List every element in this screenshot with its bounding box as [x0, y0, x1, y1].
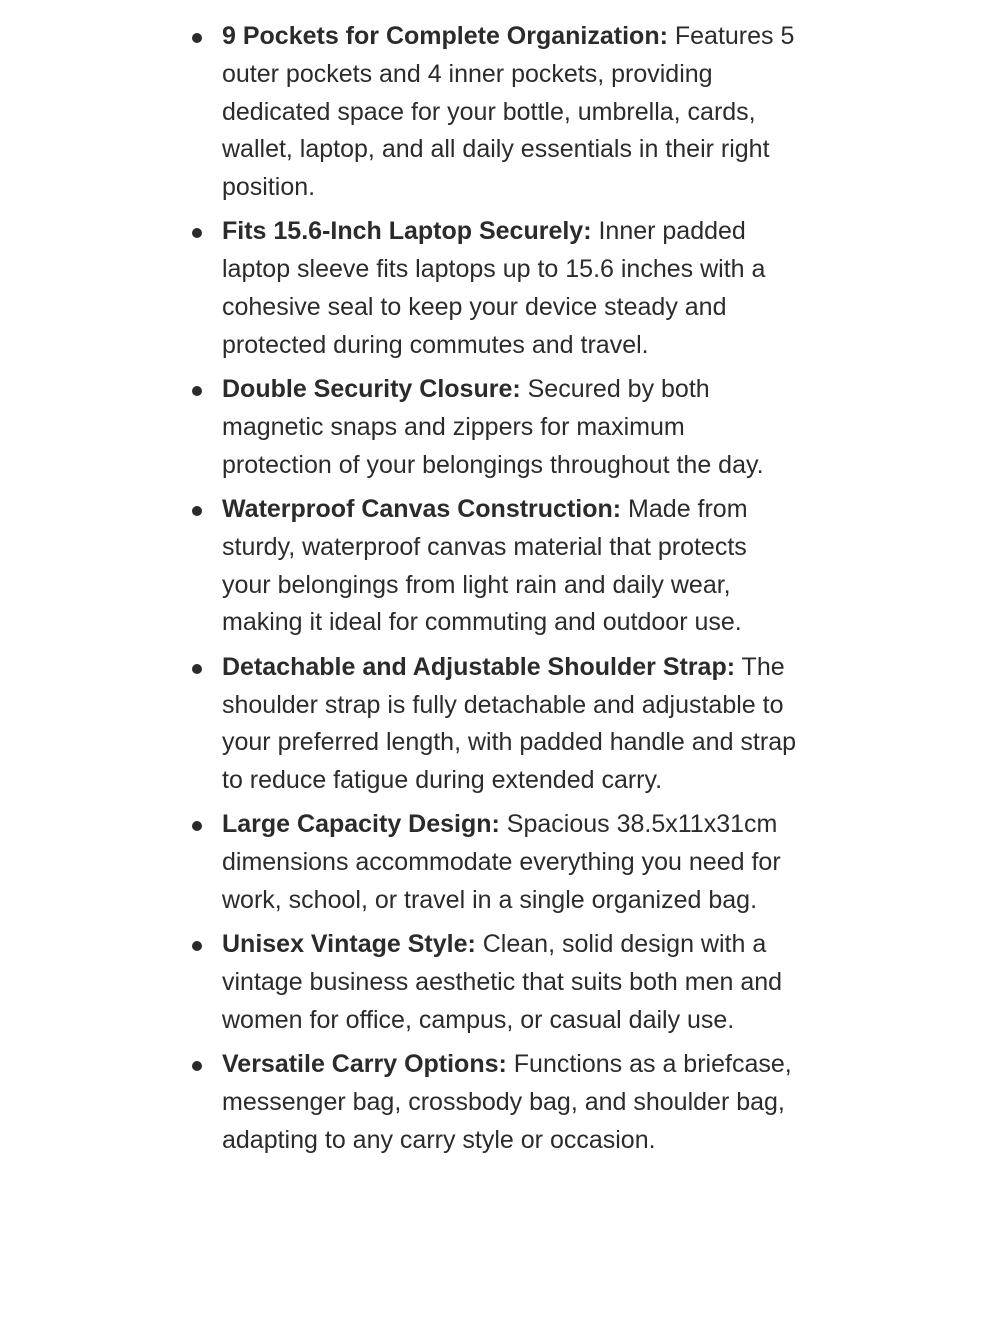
- feature-title: Large Capacity Design:: [222, 810, 500, 839]
- list-item: [222, 649, 798, 800]
- bullet-icon: [192, 33, 202, 43]
- feature-description: Made from sturdy, waterproof canvas material that protects your belongings from light rain and daily wear, making it ideal for commuting and outdoor use.: [222, 495, 748, 637]
- feature-description: Clean, solid design with a vintage business aesthetic that suits both men and women for office, campus, or casual daily use.: [222, 930, 783, 1034]
- list-item: [222, 926, 798, 1039]
- feature-title: Unisex Vintage Style:: [222, 930, 476, 959]
- feature-title: Versatile Carry Options:: [222, 1050, 507, 1079]
- feature-title: Double Security Closure:: [222, 375, 521, 404]
- feature-description: Inner padded laptop sleeve fits laptops up to 15.6 inches with a cohesive seal to keep your device steady and protected during commutes and travel.: [222, 217, 766, 359]
- list-item: [222, 18, 798, 207]
- feature-title: 9 Pockets for Complete Organization:: [222, 22, 668, 50]
- feature-list: [0, 18, 1000, 1160]
- list-item: [222, 491, 798, 642]
- feature-description: Functions as a briefcase, messenger bag, crossbody bag, and shoulder bag, adapting to any carry style or occasion.: [222, 1050, 792, 1154]
- bullet-icon: [192, 941, 202, 951]
- bullet-icon: [192, 386, 202, 396]
- feature-description: Secured by both magnetic snaps and zippers for maximum protection of your belongings throughout the day.: [222, 375, 764, 479]
- feature-title: Detachable and Adjustable Shoulder Strap:: [222, 652, 736, 681]
- list-item: [222, 806, 798, 919]
- bullet-icon: [192, 821, 202, 831]
- list-item: [222, 371, 798, 484]
- feature-description: Features 5 outer pockets and 4 inner pockets, providing dedicated space for your bottle, umbrella, cards, wallet, laptop, and all daily essentials in their right position.: [222, 22, 795, 202]
- list-item: [222, 213, 798, 364]
- feature-description: The shoulder strap is fully detachable and adjustable to your preferred length, with padded handle and strap to reduce fatigue during extended carry.: [222, 652, 796, 795]
- bullet-icon: [192, 228, 202, 238]
- feature-title: Waterproof Canvas Construction:: [222, 495, 622, 524]
- feature-title: Fits 15.6-Inch Laptop Securely:: [222, 217, 592, 246]
- feature-description: Spacious 38.5x11x31cm dimensions accommodate everything you need for work, school, or travel in a single organized bag.: [222, 810, 781, 915]
- feature-list-container: [0, 18, 1000, 1166]
- list-item: [222, 1046, 798, 1159]
- bullet-icon: [192, 1061, 202, 1071]
- bullet-icon: [192, 506, 202, 516]
- bullet-icon: [192, 664, 202, 674]
